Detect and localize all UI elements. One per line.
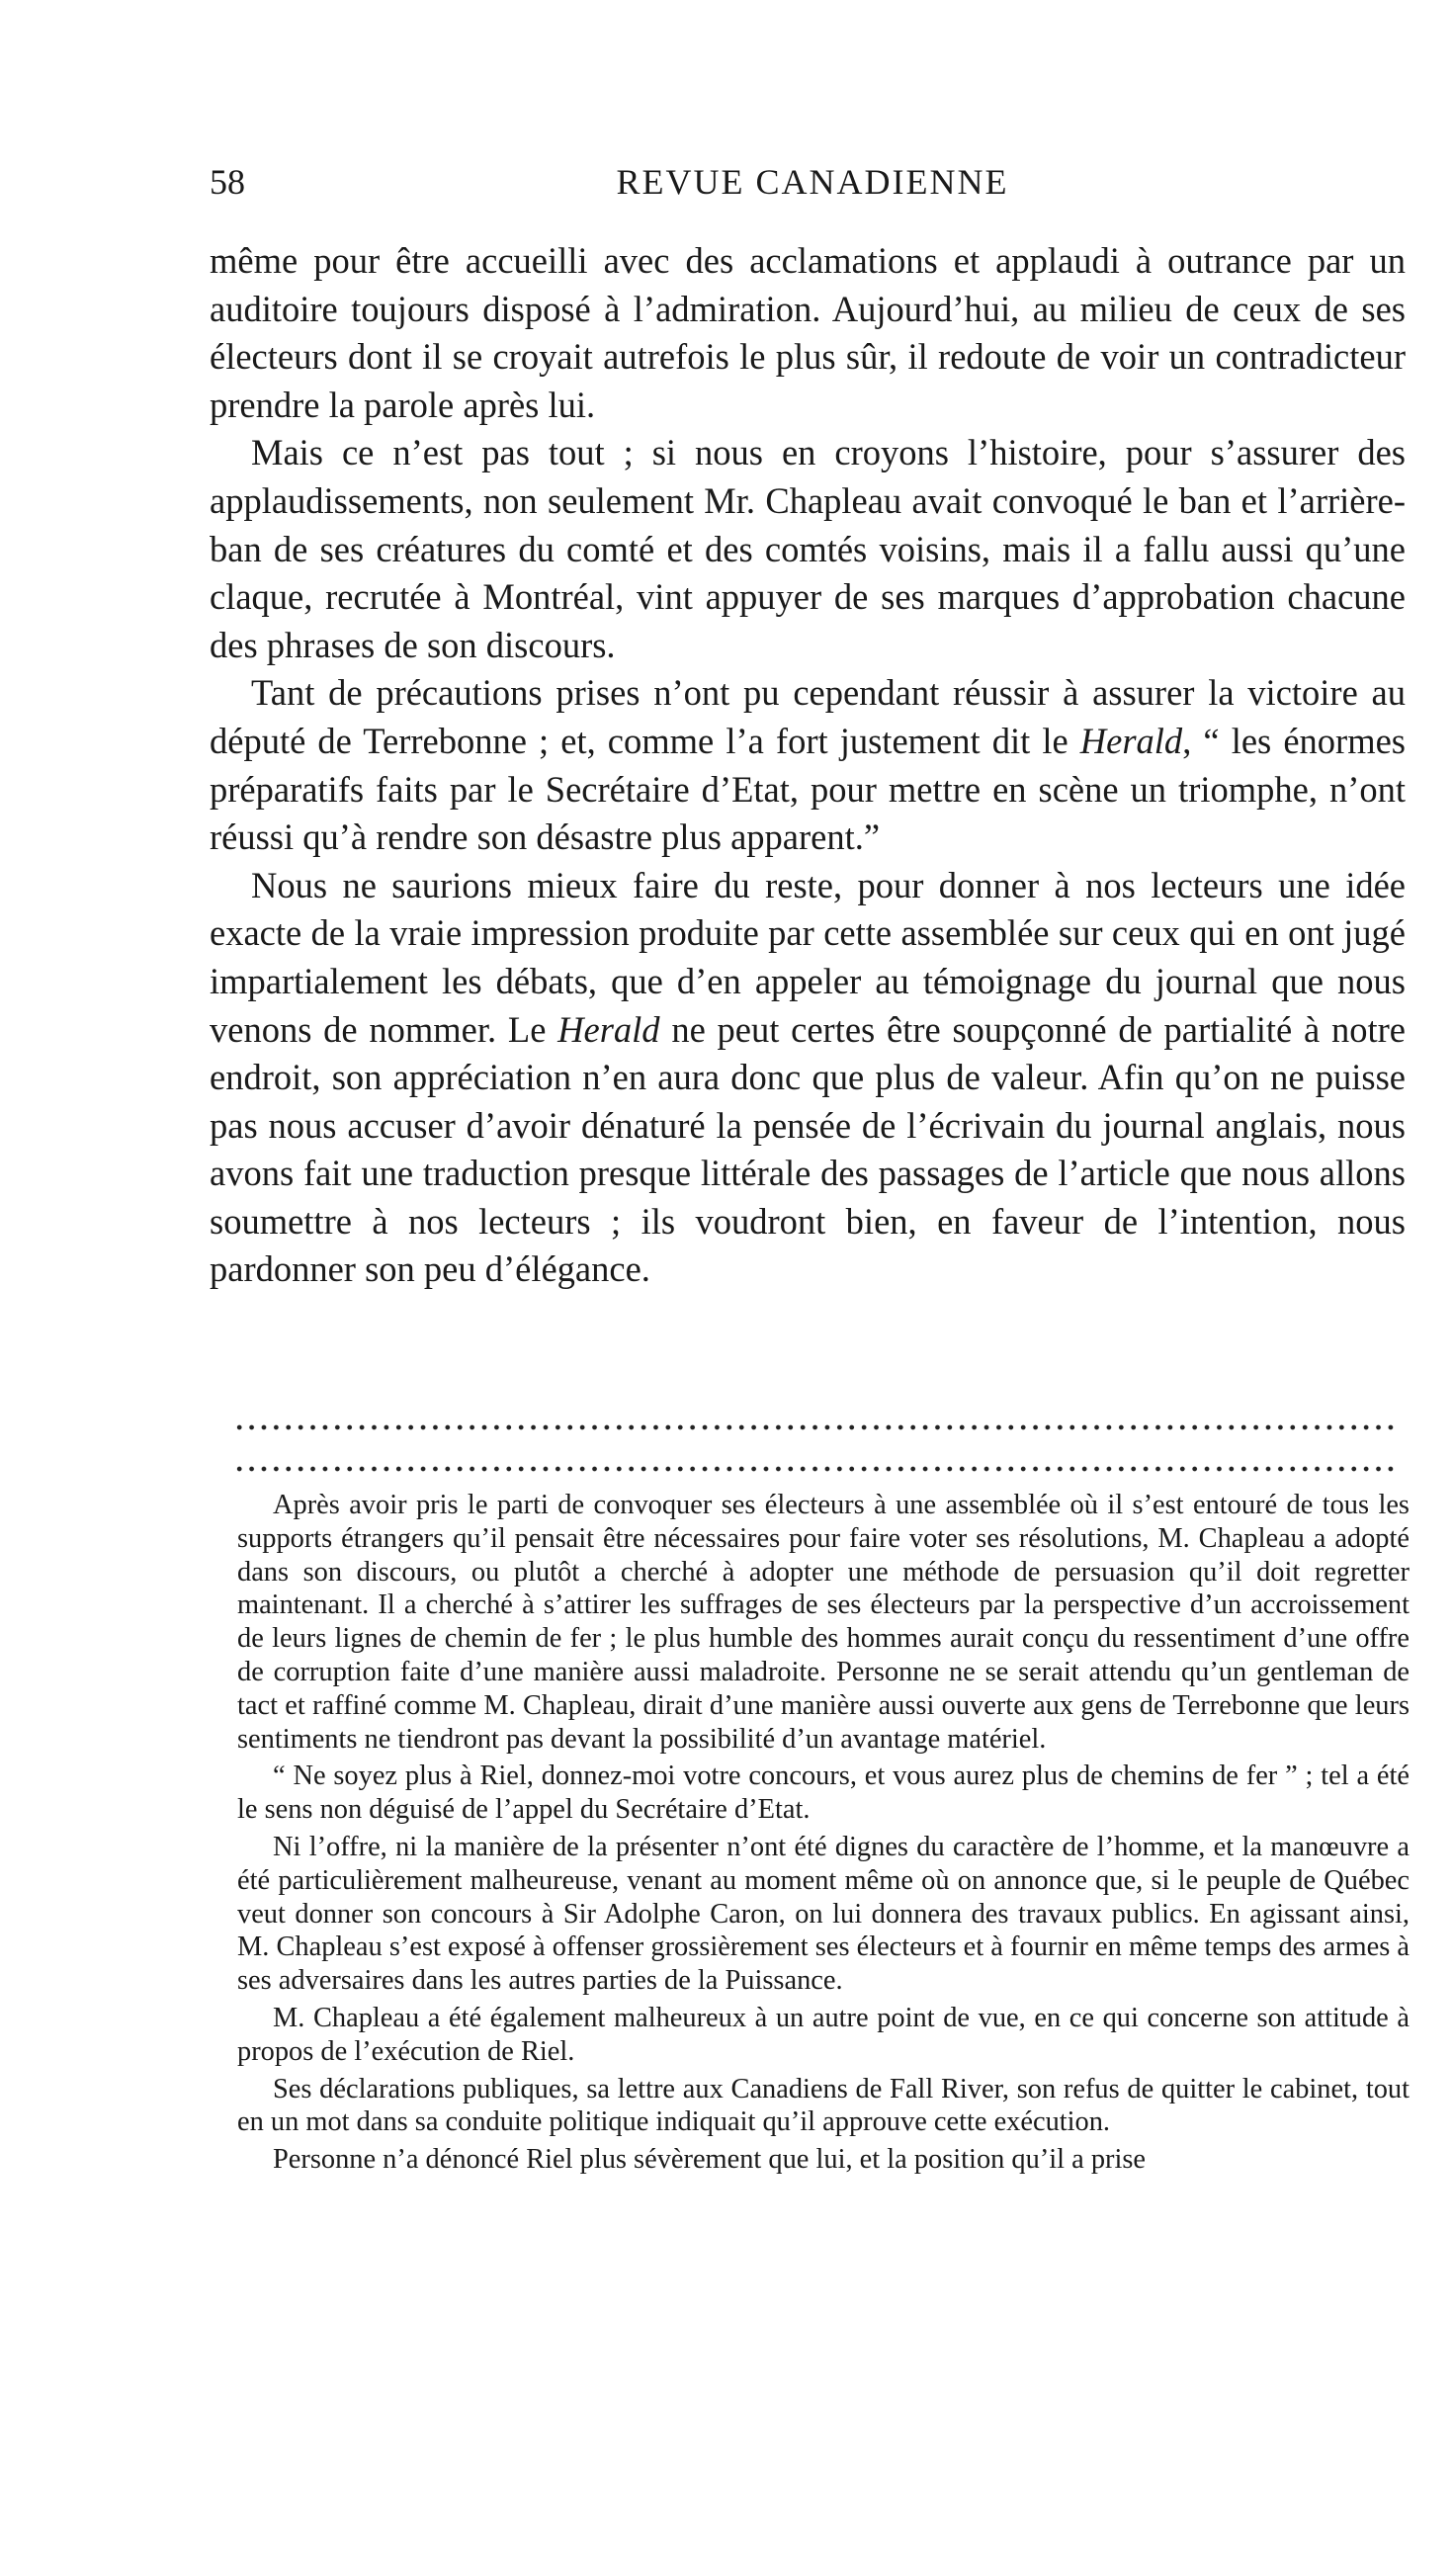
page-number: 58: [210, 162, 245, 202]
paragraph-herald-intro: [210, 862, 1406, 1294]
quote-paragraph: Ses déclarations publiques, sa lettre aux Canadiens de Fall River, son refus de quitter le cabinet, tout en un mot dans sa conduite politique indiquait qu’il approuve cette exécution.: [237, 2073, 1410, 2138]
dotted-line: [233, 1465, 1396, 1473]
newspaper-name: Herald: [557, 1008, 660, 1050]
paragraph-text: , “ les énormes préparatifs faits par le Secrétaire d’Etat, pour mettre en scène un triomphe, n’ont réussi qu’à rendre son désastre plus apparent.”: [210, 720, 1406, 858]
quote-paragraph: Personne n’a dénoncé Riel plus sévèrement que lui, et la position qu’il a prise: [273, 2144, 1147, 2176]
quote-paragraph: “ Ne soyez plus à Riel, donnez-moi votre concours, et vous aurez plus de chemins de fer ” ; tel a été le sens non déguisé de l’appel du Secrétaire d’Etat.: [237, 1760, 1410, 1826]
quote-paragraph: Après avoir pris le parti de convoquer ses électeurs à une assemblée où il s’est entouré de tous les supports étrangers qu’il pensait être nécessaires pour faire voter ses résolutions, M. Chapleau a adopté dans son discours, ou plutôt a cherché à adopter une méthode de persuasion qu’il doit regretter maintenant. Il a cherché à s’attirer les suffrages de ses électeurs par la perspective d’un accroissement de leurs lignes de chemin de fer ; le plus humble des hommes aurait conçu du ressentiment d’une offre de corruption faite d’une manière aussi maladroite. Personne ne se serait attendu qu’un gentleman de tact et raffiné comme M. Chapleau, dirait d’une manière aussi ouverte aux gens de Terrebonne que leurs sentiments ne tiendront pas devant la possibilité d’un avantage matériel.: [237, 1490, 1410, 1755]
paragraph-text: ne peut certes être soupçonné de partialité à notre endroit, son appréciation n’en aura donc que plus de valeur. Afin qu’on ne puisse pas nous accuser d’avoir dénaturé la pensée de l’écrivain du journal anglais, nous avons fait une traduction presque littérale des passages de l’article que nous allons soumettre à nos lecteurs ; ils voudront bien, en faveur de l’intention, nous pardonner son peu d’élégance.: [210, 1008, 1406, 1290]
page-header: [210, 158, 1406, 217]
paragraph-continued: même pour être accueilli avec des acclamations et applaudi à outrance par un auditoire toujours disposé à l’admiration. Aujourd’hui, au milieu de ceux de ses électeurs dont il se croyait autrefois le plus sûr, il redoute de voir un contradicteur prendre la parole après lui.: [210, 240, 1406, 425]
paragraph: Mais ce n’est pas tout ; si nous en croyons l’histoire, pour s’assurer des applaudissements, non seulement Mr. Chapleau avait convoqué le ban et l’arrière-ban de ses créatures du comté et des comtés voisins, mais il a fallu aussi qu’une claque, recrutée à Montréal, vint appuyer de ses marques d’approbation chacune des phrases de son discours.: [210, 432, 1406, 665]
newspaper-name: Herald: [1079, 720, 1183, 761]
dotted-line: [233, 1423, 1396, 1431]
main-text: [210, 237, 1406, 1294]
quote-paragraph: Ni l’offre, ni la manière de la présenter n’ont été dignes du caractère de l’homme, et la manœuvre a été particulièrement malheureuse, venant au moment même où on annonce que, si le peuple de Québec veut donner son concours à Sir Adolphe Caron, on lui donnera des travaux publics. En agissant ainsi, M. Chapleau s’est exposé à offenser grossièrement ses électeurs et à fournir en même temps des armes à ses adversaires dans les autres parties de la Puissance.: [237, 1831, 1410, 1997]
paragraph-text: Tant de précautions prises n’ont pu cependant réussir à assurer la victoire au député de Terrebonne ; et, comme l’a fort justement dit le: [210, 672, 1406, 761]
quoted-translation: [237, 1489, 1410, 2181]
quote-paragraph: M. Chapleau a été également malheureux à un autre point de vue, en ce qui concerne son attitude à propos de l’exécution de Riel.: [237, 2002, 1410, 2067]
running-title: REVUE CANADIENNE: [616, 162, 1009, 202]
paragraph-herald-quote: [210, 669, 1406, 861]
paragraph-text: Nous ne saurions mieux faire du reste, pour donner à nos lecteurs une idée exacte de la vraie impression produite par cette assemblée sur ceux qui en ont jugé impartialement les débats, que d’en appeler au témoignage du journal que nous venons de nommer. Le: [210, 864, 1406, 1050]
